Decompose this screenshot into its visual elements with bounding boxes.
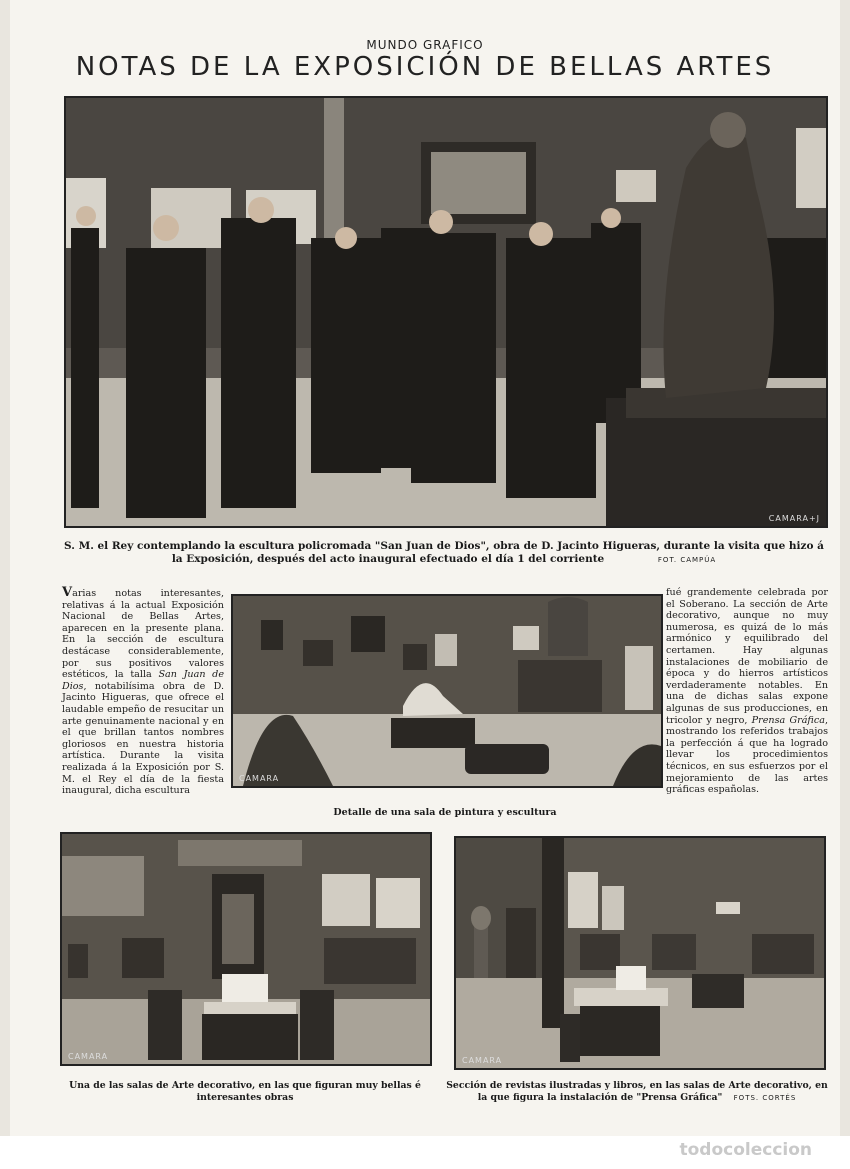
- main-photo-caption: [64, 540, 824, 567]
- main-caption-line2: la Exposición, después del acto inaugural efectuado el día 1 del corriente: [171, 553, 605, 565]
- main-caption-line1: S. M. el Rey contemplando la escultura policromada "San Juan de Dios", obra de D. Jacinto Higueras, durante la visita que hizo á: [64, 540, 824, 552]
- bottom-left-photo-mark: CAMARA: [68, 1052, 109, 1061]
- bottom-left-caption: Una de las salas de Arte decorativo, en las que figuran muy bellas é interesantes obras: [69, 1080, 421, 1103]
- bottom-right-caption: [446, 1080, 828, 1104]
- main-photo-credit: FOT. CAMPÚA: [657, 556, 717, 564]
- masthead: MUNDO GRAFICO: [366, 38, 484, 52]
- headline: NOTAS DE LA EXPOSICIÓN DE BELLAS ARTES: [75, 52, 775, 82]
- article-dropcap: V: [62, 585, 73, 600]
- bottom-left-photo: [60, 832, 432, 1066]
- article-left-text-2: , notabilísima obra de D. Jacinto Higueras, que ofrece el laudable empeño de resucitar un arte genuinamente nacional y en el que brillan tantos nombres gloriosos en nuestra historia artística. Durante la visita realizada á la Exposición por S. M. el Rey el día de la fiesta inaugural, dicha escultura: [62, 680, 224, 797]
- main-photo: [64, 96, 828, 528]
- middle-photo-image: [233, 596, 661, 786]
- main-photo-mark: CAMARA+J: [768, 514, 820, 523]
- bottom-right-photo-credit: FOTS. CORTÉS: [733, 1094, 797, 1102]
- bottom-left-photo-image: [62, 834, 430, 1064]
- middle-photo-mark: CAMARA: [239, 774, 280, 783]
- middle-photo-caption: Detalle de una sala de pintura y escultura: [333, 807, 557, 818]
- article-left-text-1: arias notas interesantes, relativas á la actual Exposición Nacional de Bellas Artes, aparecen en la presente plana. En la sección de escultura destácase considerablemente, por sus positivos valores estéticos, la talla: [62, 588, 224, 681]
- bottom-right-photo: [454, 836, 826, 1070]
- article-right-column: [666, 587, 828, 796]
- bottom-right-photo-image: [456, 838, 824, 1068]
- article-right-text-1: fué grandemente celebrada por el Soberano. La sección de Arte decorativo, aunque no muy numerosa, es quizá de lo más armónico y equilibrado del certamen. Hay algunas instalaciones de mobiliario de época y do hierros artísticos verdaderamente notables. En una de dichas salas expone algunas de sus producciones, en tricolor y negro,: [666, 587, 828, 726]
- article-right-emphasis: Prensa Gráfica: [751, 714, 825, 726]
- bottom-right-photo-mark: CAMARA: [462, 1056, 503, 1065]
- article-left-emphasis: San Juan de Dios: [62, 669, 224, 692]
- article-left-column: [62, 587, 224, 797]
- article-right-text-2: , mostrando los referidos trabajos la perfección á que ha logrado llevar los procedimientos técnicos, en sus esfuerzos por el mejoramiento de las artes gráficas españolas.: [666, 714, 828, 796]
- main-photo-image: [66, 98, 826, 526]
- watermark: todocoleccion: [679, 1140, 812, 1160]
- bottom-right-caption-text: Sección de revistas ilustradas y libros, en las salas de Arte decorativo, en la que figura la instalación de "Prensa Gráfica": [446, 1080, 828, 1103]
- middle-photo: [231, 594, 663, 788]
